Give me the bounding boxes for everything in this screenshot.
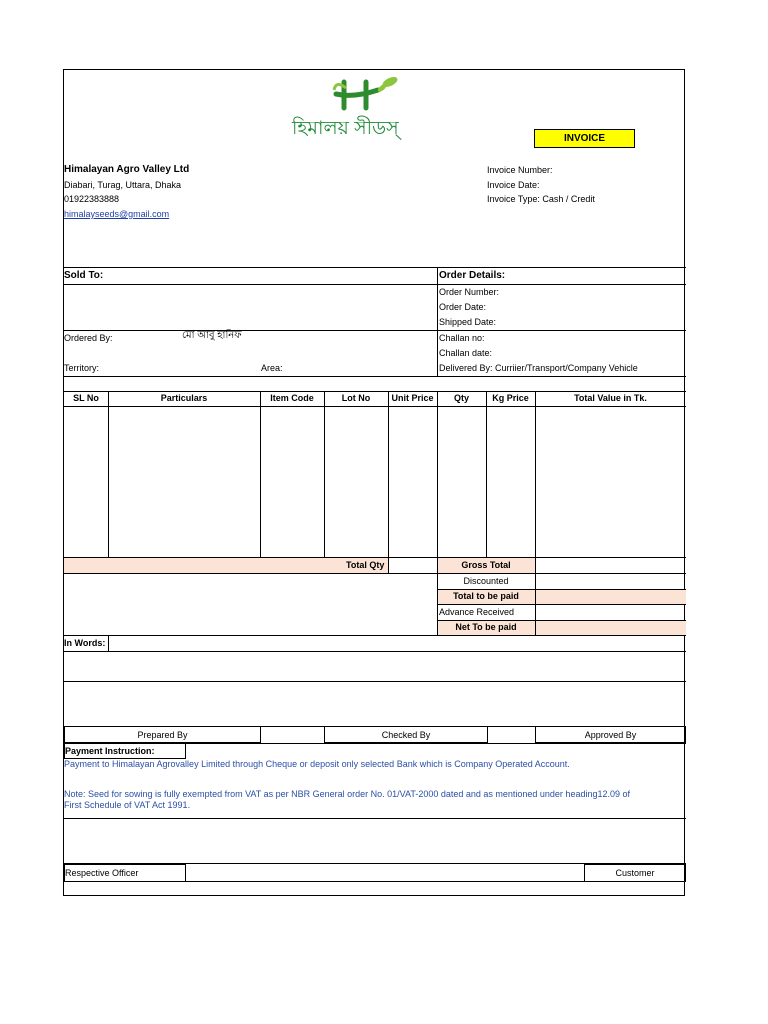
invoice-badge (534, 129, 635, 148)
checked-by-label: Checked By (381, 729, 431, 740)
logo-bengali-name: হিমালয় সীডস্ (292, 118, 399, 139)
prepared-by-box (64, 726, 261, 743)
approved-by-label: Approved By (584, 729, 637, 740)
invoice-badge-label: INVOICE (563, 133, 606, 144)
sold-to-heading: Sold To: (64, 270, 104, 281)
approved-by-box (535, 726, 686, 743)
col-header-qty: Qty (453, 393, 469, 403)
himalaya-logo-mark (332, 74, 412, 112)
col-header-kg-price: Kg Price (492, 393, 529, 403)
shipped-date-label: Shipped Date: (439, 317, 497, 327)
net-to-be-paid-label: Net To be paid (455, 622, 517, 632)
vat-note-line2: First Schedule of VAT Act 1991. (64, 800, 191, 810)
customer-label: Customer (615, 868, 655, 878)
col-header-item-code: Item Code (270, 393, 314, 403)
discounted-label: Discounted (463, 576, 509, 586)
payment-instruction-text: Payment to Himalayan Agrovalley Limited through Cheque or deposit only selected Bank which is Company Operated Account. (64, 759, 570, 769)
col-header-total-value: Total Value in Tk. (574, 393, 647, 403)
challan-date-label: Challan date: (439, 348, 493, 358)
company-name: Himalayan Agro Valley Ltd (64, 164, 190, 175)
customer-box (584, 864, 686, 882)
company-email-link[interactable]: himalayseeds@gmail.com (64, 209, 170, 219)
invoice-type-label: Invoice Type: Cash / Credit (487, 194, 595, 204)
ordered-by-value: মো আবু হানিফ (182, 330, 242, 341)
prepared-by-label: Prepared By (137, 729, 188, 740)
total-qty-label: Total Qty (346, 560, 385, 570)
total-to-be-paid-label: Total to be paid (453, 591, 519, 601)
col-header-lot-no: Lot No (341, 393, 371, 403)
col-header-particulars: Particulars (160, 393, 208, 403)
territory-label: Territory: (64, 363, 100, 373)
company-address: Diabari, Turag, Uttara, Dhaka (64, 180, 182, 190)
order-number-label: Order Number: (439, 287, 500, 297)
payment-instruction-box (64, 743, 186, 759)
invoice-number-label: Invoice Number: (487, 165, 553, 175)
gross-total-label: Gross Total (461, 560, 511, 570)
company-phone: 01922383888 (64, 194, 120, 204)
in-words-label: In Words: (64, 638, 106, 648)
respective-officer-label: Respective Officer (65, 868, 139, 878)
total-qty-row-fill (64, 557, 388, 573)
challan-no-label: Challan no: (439, 333, 485, 343)
invoice-sheet (63, 69, 685, 896)
advance-received-label: Advance Received (439, 607, 515, 617)
order-date-label: Order Date: (439, 302, 487, 312)
respective-officer-box (64, 864, 186, 882)
col-header-unit-price: Unit Price (391, 393, 434, 403)
payment-instruction-heading: Payment Instruction: (65, 746, 155, 756)
area-label: Area: (261, 363, 283, 373)
col-header-sl-no: SL No (73, 393, 99, 403)
invoice-date-label: Invoice Date: (487, 180, 540, 190)
delivered-by-label: Delivered By: Curriier/Transport/Company Vehicle (439, 363, 638, 373)
ordered-by-label: Ordered By: (64, 333, 113, 343)
checked-by-box (324, 726, 488, 743)
vat-note-line1: Note: Seed for sowing is fully exempted from VAT as per NBR General order No. 01/VAT-2000 dated and as mentioned under heading12.09 of (64, 789, 630, 799)
order-details-heading: Order Details: (439, 270, 506, 281)
